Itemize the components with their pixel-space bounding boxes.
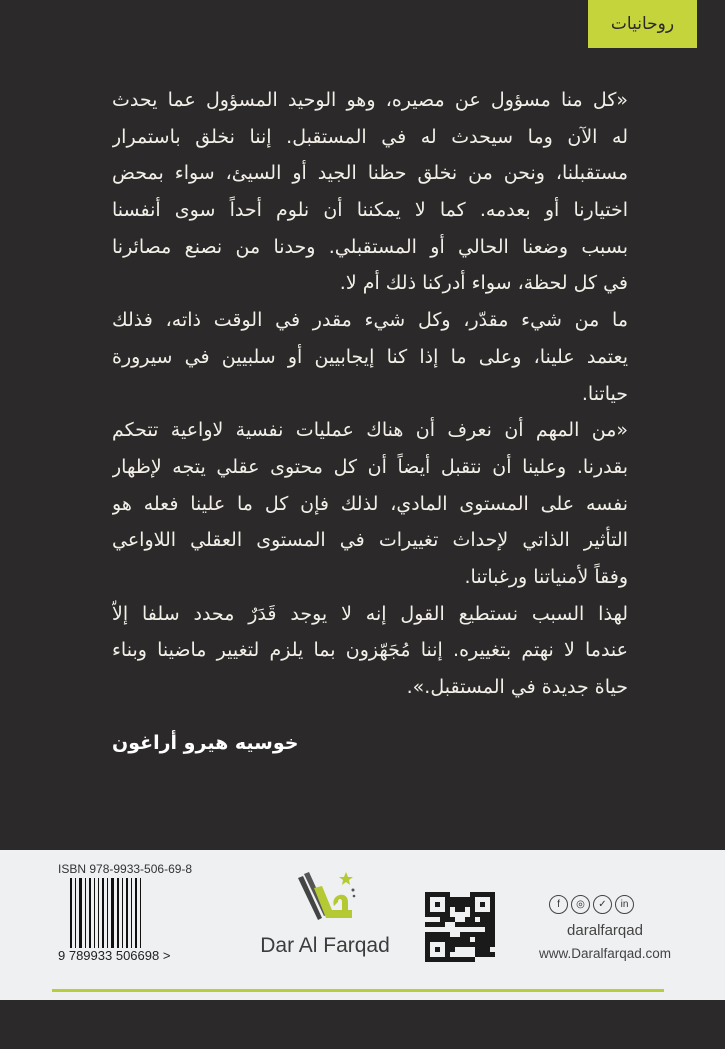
- barcode-bar: [89, 878, 91, 954]
- barcode-bar: [102, 878, 104, 954]
- barcode-bar: [98, 878, 99, 954]
- barcode-bar: [140, 878, 141, 954]
- facebook-icon[interactable]: f: [549, 895, 568, 914]
- barcode-bar: [107, 878, 108, 954]
- blurb-line: يعتمد علينا، وعلى ما إذا كنا إيجابيين أو سلبيين في سيرورة: [112, 345, 628, 368]
- linkedin-icon[interactable]: in: [615, 895, 634, 914]
- barcode-bar: [105, 878, 106, 954]
- blurb-line: نفسه على المستوى المادي، لذلك فإن كل ما علينا فعله هو: [112, 492, 628, 515]
- barcode-bar: [77, 878, 78, 954]
- barcode-bar: [85, 878, 86, 954]
- blurb-line: وفقاً لأمنياتنا ورغباتنا.: [464, 565, 628, 588]
- barcode-bar: [100, 878, 101, 954]
- author-name: خوسيه هيرو أراغون: [112, 732, 299, 754]
- barcode-bar: [111, 878, 114, 954]
- social-handle: daralfarqad: [567, 922, 643, 939]
- barcode-bar: [124, 878, 125, 954]
- barcode-bar: [92, 878, 93, 954]
- barcode-bar: [117, 878, 119, 954]
- barcode-bar: [131, 878, 132, 954]
- blurb-line: عندما لا نهتم بتغييره. إننا مُجَهّزون بما يلزم لتغيير ماضينا وبناء: [112, 639, 628, 662]
- barcode-bar: [115, 878, 116, 954]
- blurb-line: التأثير الذاتي لإحداث تغييرات في المستوى العقلي اللاواعي: [112, 529, 628, 552]
- qr-module: [490, 957, 495, 962]
- publisher-footer: [0, 850, 725, 1000]
- publisher-name: Dar Al Farqad: [260, 934, 390, 957]
- blurb-line: حياتنا.: [581, 382, 628, 405]
- barcode-bar: [96, 878, 97, 954]
- category-tag: روحانيات: [588, 0, 697, 48]
- blurb-line: اختيارنا أو بعدمه. كما لا يمكننا أن نلوم أحداً سوى أنفسنا: [112, 199, 628, 222]
- blurb-line: لهذا السبب نستطيع القول إنه لا يوجد قَدَرٌ محدد سلفا إلاّ: [112, 602, 628, 625]
- barcode-bar: [122, 878, 123, 954]
- barcode-bar: [73, 878, 74, 954]
- blurb-line: في كل لحظة، سواء أدركنا ذلك أم لا.: [339, 272, 628, 295]
- barcode-bar: [133, 878, 134, 954]
- barcode-number: 9 789933 506698 >: [58, 948, 171, 963]
- publisher-logo-icon: [290, 868, 360, 930]
- blurb-line: بقدرنا. وعلينا أن نتقبل أيضاً أن كل محتوى عقلي يتجه لإظهار: [112, 455, 628, 478]
- social-icons: [549, 895, 634, 914]
- blurb-line: ما من شيء مقدّر، وكل شيء مقدر في الوقت ذاته، فذلك: [112, 309, 628, 332]
- barcode-bar: [75, 878, 76, 954]
- barcode-bar: [94, 878, 95, 954]
- barcode-bar: [109, 878, 110, 954]
- barcode-bar: [142, 878, 143, 954]
- twitter-icon[interactable]: ✓: [593, 895, 612, 914]
- barcode-bar: [83, 878, 84, 954]
- barcode-bar: [120, 878, 121, 954]
- barcode-bar: [126, 878, 128, 954]
- barcode-bar: [79, 878, 82, 954]
- barcode-bar: [129, 878, 130, 954]
- blurb-line: حياة جديدة في المستقبل.».: [406, 676, 628, 698]
- back-cover-blurb: [112, 82, 628, 706]
- barcode: [70, 878, 150, 954]
- blurb-line: له الآن وما سيحدث له في المستقبل. إننا نخلق باستمرار: [112, 125, 628, 148]
- barcode-bar: [70, 878, 72, 954]
- qr-code[interactable]: [425, 892, 495, 962]
- isbn-label: ISBN 978-9933-506-69-8: [58, 862, 193, 876]
- blurb-line: «من المهم أن نعرف أن هناك عمليات نفسية لاواعية تتحكم: [112, 419, 628, 442]
- blurb-line: مستقبلنا، ونحن من نخلق حظنا الجيد أو السيئ، سواء بمحض: [112, 162, 628, 185]
- accent-divider: [52, 989, 664, 992]
- barcode-bar: [87, 878, 88, 954]
- website-url[interactable]: www.Daralfarqad.com: [538, 946, 672, 961]
- barcode-bar: [138, 878, 139, 954]
- publisher-logo: [245, 868, 405, 973]
- instagram-icon[interactable]: ◎: [571, 895, 590, 914]
- blurb-line: «كل منا مسؤول عن مصيره، وهو الوحيد المسؤول عما يحدث: [112, 89, 628, 111]
- barcode-bar: [135, 878, 137, 954]
- blurb-line: بسبب وضعنا الحالي أو المستقبلي. وحدنا من نصنع مصائرنا: [112, 235, 628, 258]
